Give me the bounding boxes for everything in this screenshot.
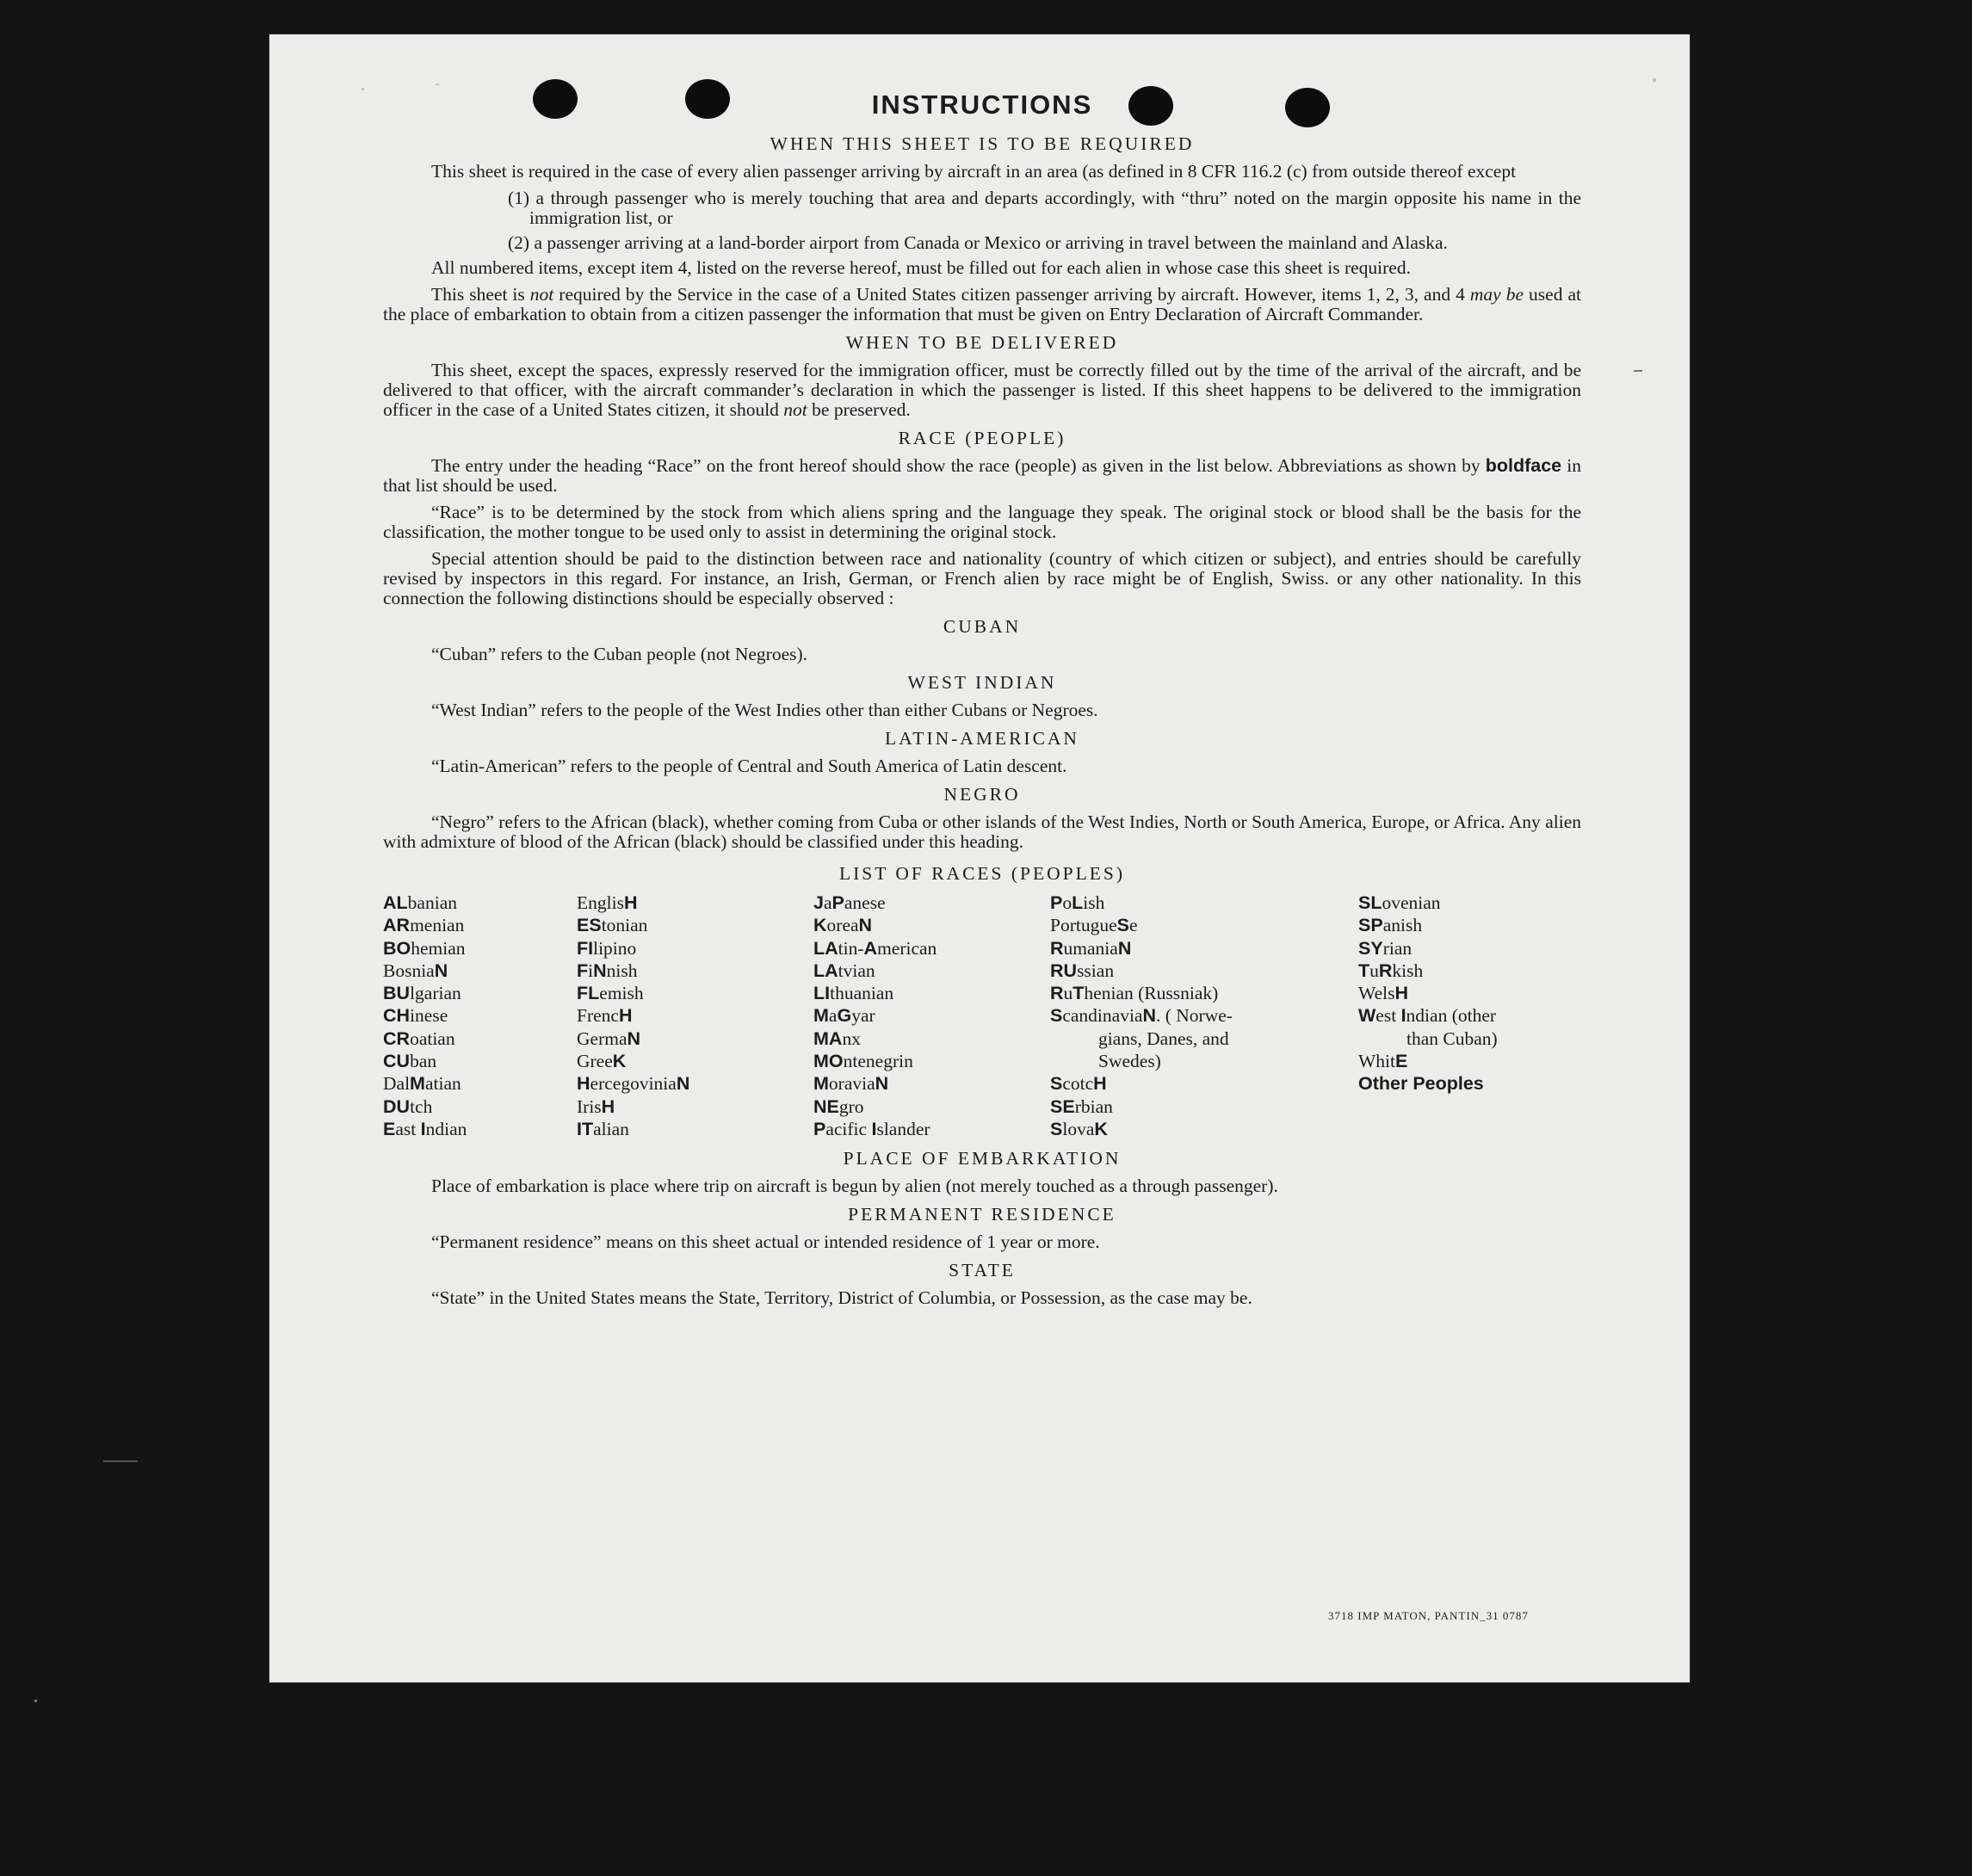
race-text: nish <box>606 960 638 981</box>
race-text: hemian <box>411 937 466 959</box>
race-text: anese <box>844 892 886 913</box>
race-entry <box>813 892 1050 914</box>
race-entry <box>813 1050 1050 1072</box>
race-abbrev: K <box>1094 1118 1108 1139</box>
section-heading-cuban: CUBAN <box>943 616 1022 637</box>
race-text: Englis <box>577 892 624 913</box>
paragraph: “Permanent residence” means on this sheet actual or intended residence of 1 year or more. <box>431 1231 1100 1253</box>
race-abbrev: IT <box>577 1118 594 1139</box>
race-abbrev: T <box>1358 960 1370 981</box>
race-entry <box>1358 1050 1581 1072</box>
race-abbrev: DU <box>383 1095 411 1117</box>
race-abbrev: RU <box>1050 960 1078 981</box>
paragraph: “Negro” refers to the African (black), whether coming from Cuba or other islands of the West Indies, North or South America, Europe, or Africa. Any alien with admixture of blood of the African (black) should be classified under this heading. <box>383 811 1581 852</box>
race-text: umania <box>1063 937 1118 959</box>
race-text: ovenian <box>1382 892 1441 913</box>
race-abbrev: S <box>1116 915 1129 936</box>
race-entry <box>813 1118 1050 1140</box>
section-heading-required: WHEN THIS SHEET IS TO BE REQUIRED <box>770 133 1195 154</box>
race-abbrev: H <box>601 1095 615 1117</box>
exception-item-2: (2) a passenger arriving at a land-border airport from Canada or Mexico or arriving in travel between the mainland and Alaska. <box>508 232 1448 253</box>
race-text: u <box>1063 983 1073 1004</box>
race-text: anish <box>1382 915 1423 936</box>
race-text: henian (Russniak) <box>1084 983 1219 1004</box>
race-text: est <box>1375 1005 1401 1027</box>
race-text: cotc <box>1062 1073 1094 1095</box>
race-entry <box>813 1004 1050 1027</box>
race-text: Frenc <box>577 1005 619 1027</box>
race-abbrev: L <box>1072 892 1084 913</box>
race-text: tonian <box>601 915 648 936</box>
scan-speck <box>103 1460 138 1462</box>
race-abbrev: I <box>420 1118 426 1139</box>
race-entry <box>383 1050 577 1072</box>
race-text: . ( Norwe- <box>1156 1005 1233 1027</box>
race-abbrev: P <box>1050 892 1063 913</box>
race-text: candinavia <box>1062 1005 1143 1027</box>
race-entry <box>383 1095 577 1118</box>
race-abbrev: H <box>1093 1073 1107 1095</box>
race-text: Swedes) <box>1098 1051 1161 1072</box>
race-text: ban <box>410 1051 437 1072</box>
boldface-word: boldface <box>1485 455 1562 476</box>
race-text: Wels <box>1358 983 1395 1004</box>
race-column <box>577 892 813 1140</box>
section-heading-state: STATE <box>949 1260 1016 1281</box>
race-entry <box>577 982 813 1004</box>
race-text: Gree <box>577 1051 613 1072</box>
race-abbrev: LA <box>813 937 838 959</box>
race-entry <box>813 960 1050 982</box>
race-entry <box>1358 982 1581 1004</box>
race-abbrev: N <box>593 960 607 981</box>
race-entry <box>813 1072 1050 1095</box>
race-abbrev: N <box>434 960 448 981</box>
race-abbrev: N <box>858 915 873 936</box>
race-text: nx <box>842 1027 861 1049</box>
race-text: tin- <box>838 937 864 959</box>
section-heading-race: RACE (PEOPLE) <box>898 428 1066 448</box>
race-abbrev: T <box>1073 983 1085 1004</box>
race-abbrev: AL <box>383 892 408 913</box>
race-text: than Cuban) <box>1406 1027 1498 1049</box>
instruction-sheet <box>269 34 1690 1682</box>
race-abbrev: N <box>1142 1005 1156 1027</box>
paragraph: Place of embarkation is place where trip on aircraft is begun by alien (not merely touched as a through passenger). <box>431 1176 1278 1197</box>
race-abbrev: CR <box>383 1027 411 1049</box>
race-entry <box>577 1095 813 1118</box>
race-abbrev: R <box>1050 937 1064 959</box>
race-abbrev: N <box>1117 937 1132 959</box>
race-entry <box>383 914 577 936</box>
race-abbrev: BU <box>383 983 411 1004</box>
race-text: acific <box>825 1118 872 1139</box>
race-abbrev: SL <box>1358 892 1382 913</box>
race-text: i <box>588 960 594 981</box>
race-abbrev: FL <box>577 983 600 1004</box>
race-entry <box>1050 1118 1358 1140</box>
race-text: tch <box>410 1095 433 1117</box>
race-abbrev: NE <box>813 1095 839 1117</box>
race-text: Whit <box>1358 1051 1395 1072</box>
race-abbrev: G <box>837 1005 852 1027</box>
race-abbrev: J <box>813 892 824 913</box>
race-column <box>1050 892 1358 1140</box>
race-entry <box>383 1072 577 1095</box>
race-column <box>813 892 1050 1140</box>
paragraph: “Cuban” refers to the Cuban people (not Negroes). <box>431 644 808 664</box>
race-abbrev: M <box>410 1073 425 1095</box>
race-text: alian <box>593 1118 629 1139</box>
race-text: Dal <box>383 1073 411 1095</box>
race-entry <box>577 1118 813 1140</box>
paragraph: All numbered items, except item 4, listed on the reverse hereof, must be filled out for each alien in whose case this sheet is required. <box>431 257 1411 278</box>
race-text: oravia <box>828 1073 875 1095</box>
race-entry <box>1358 1072 1581 1095</box>
race-abbrev: N <box>875 1073 889 1095</box>
race-entry <box>1050 1004 1358 1072</box>
race-abbrev: BO <box>383 937 411 959</box>
section-heading-negro: NEGRO <box>943 784 1021 805</box>
race-text: banian <box>407 892 457 913</box>
race-text: Portugue <box>1050 915 1117 936</box>
race-text: oatian <box>410 1027 455 1049</box>
paragraph: This sheet, except the spaces, expressly reserved for the immigration officer, must be correctly filled out by the time of the arrival of the aircraft, and be delivered to that officer, with the aircraft commander’s declaration in which the passenger is listed. If this sheet happens to be delivered to the immigration officer in the case of a United States citizen, it should not be preserved. <box>383 360 1581 420</box>
race-abbrev: ES <box>577 915 602 936</box>
race-entry <box>1050 1095 1358 1118</box>
race-entry <box>383 982 577 1004</box>
race-entry <box>1358 892 1581 914</box>
race-text: emish <box>599 983 644 1004</box>
race-text: atian <box>424 1073 461 1095</box>
paragraph: “Race” is to be determined by the stock from which aliens spring and the language they speak. The original stock or blood shall be the basis for the classification, the mother tongue to be used only to assist in determining the original stock. <box>383 502 1581 542</box>
paragraph: “West Indian” refers to the people of the West Indies other than either Cubans or Negroes. <box>431 700 1098 720</box>
race-entry <box>813 914 1050 936</box>
race-abbrev: Other Peoples <box>1358 1073 1484 1095</box>
race-abbrev: H <box>1394 983 1408 1004</box>
race-entry <box>383 937 577 960</box>
race-abbrev: CH <box>383 1005 411 1027</box>
race-entry <box>813 1095 1050 1118</box>
race-text: rian <box>1382 937 1413 959</box>
race-entry <box>577 914 813 936</box>
race-abbrev: I <box>1400 1005 1406 1027</box>
race-abbrev: A <box>863 937 878 959</box>
section-heading-embarkation: PLACE OF EMBARKATION <box>843 1148 1122 1169</box>
race-entry <box>577 1027 813 1050</box>
race-text: lgarian <box>410 983 461 1004</box>
race-column <box>383 892 577 1140</box>
scan-speck <box>436 83 439 85</box>
race-entry <box>1050 914 1358 936</box>
exception-item-1: (1) a through passenger who is merely touching that area and departs accordingly, with “thru” noted on the margin opposite his name in the immigration list, or <box>508 188 1581 228</box>
race-abbrev: H <box>623 892 638 913</box>
race-abbrev: F <box>577 960 589 981</box>
race-text: ercegovinia <box>590 1073 677 1095</box>
race-entry <box>813 1027 1050 1050</box>
race-entry <box>813 982 1050 1004</box>
section-heading-west-indian: WEST INDIAN <box>907 672 1057 693</box>
race-text: Bosnia <box>383 960 435 981</box>
section-heading-list-of-races: LIST OF RACES (PEOPLES) <box>838 863 1126 884</box>
race-text: ndian (other <box>1406 1005 1497 1027</box>
race-text: lipino <box>593 937 637 959</box>
scan-speck <box>34 1700 37 1702</box>
race-column <box>1358 892 1581 1140</box>
race-text: a <box>828 1005 838 1027</box>
race-abbrev: S <box>1050 1073 1063 1095</box>
section-heading-latin-american: LATIN-AMERICAN <box>885 728 1079 749</box>
emphasis: may be <box>1469 284 1524 305</box>
race-text: ish <box>1083 892 1105 913</box>
race-abbrev: M <box>813 1005 829 1027</box>
race-abbrev: R <box>1050 983 1064 1004</box>
race-text: thuanian <box>830 983 894 1004</box>
race-entry <box>383 1004 577 1027</box>
race-abbrev: H <box>577 1073 590 1095</box>
race-abbrev: N <box>676 1073 690 1095</box>
race-entry <box>1050 982 1358 1004</box>
printer-imprint: 3718 IMP MATON, PANTIN_31 0787 <box>1328 1609 1529 1622</box>
paragraph: “State” in the United States means the State, Territory, District of Columbia, or Possession, as the case may be. <box>431 1287 1252 1309</box>
race-abbrev: CU <box>383 1051 411 1072</box>
race-abbrev: S <box>1050 1005 1063 1027</box>
race-abbrev: R <box>1378 960 1393 981</box>
race-abbrev: SP <box>1358 915 1383 936</box>
race-text: merican <box>877 937 937 959</box>
race-entry <box>813 937 1050 960</box>
race-entry <box>1050 960 1358 982</box>
race-text: lova <box>1062 1118 1095 1139</box>
race-abbrev: K <box>813 915 827 936</box>
race-entry <box>1050 937 1358 960</box>
race-text: o <box>1062 892 1073 913</box>
race-entry <box>1050 1072 1358 1095</box>
race-abbrev: AR <box>383 915 411 936</box>
race-entry <box>383 892 577 914</box>
race-text: inese <box>410 1005 448 1027</box>
race-abbrev: P <box>831 892 844 913</box>
race-abbrev: N <box>627 1027 641 1049</box>
race-entry <box>1358 914 1581 936</box>
paragraph: The entry under the heading “Race” on the front hereof should show the race (people) as given in the list below. Abbreviations as shown by boldface in that list should be used. <box>383 455 1581 496</box>
race-entry <box>577 1072 813 1095</box>
race-entry <box>577 937 813 960</box>
race-entry <box>577 892 813 914</box>
document-body <box>383 88 1581 1315</box>
race-entry <box>577 960 813 982</box>
paragraph: This sheet is not required by the Service in the case of a United States citizen passenger arriving by aircraft. However, items 1, 2, 3, and 4 may be used at the place of embarkation to obtain from a citizen passenger the information that must be given on Entry Declaration of Aircraft Commander. <box>383 284 1581 324</box>
race-text: ssian <box>1077 960 1115 981</box>
race-entry <box>1050 892 1358 914</box>
race-text: a <box>823 892 832 913</box>
race-text: ndian <box>425 1118 467 1139</box>
race-abbrev: P <box>813 1118 826 1139</box>
race-text: menian <box>410 915 465 936</box>
race-entry <box>383 1118 577 1140</box>
race-entry <box>1358 937 1581 960</box>
race-list <box>383 892 1581 1140</box>
race-abbrev: FI <box>577 937 594 959</box>
race-text: yar <box>851 1005 875 1027</box>
race-abbrev: I <box>871 1118 877 1139</box>
race-text: e <box>1128 915 1138 936</box>
race-abbrev: LI <box>813 983 831 1004</box>
race-abbrev: E <box>383 1118 396 1139</box>
race-abbrev: MO <box>813 1051 844 1072</box>
race-text: kish <box>1392 960 1424 981</box>
race-entry <box>577 1004 813 1027</box>
race-text: Iris <box>577 1095 602 1117</box>
race-text: ast <box>395 1118 421 1139</box>
race-abbrev: SE <box>1050 1095 1075 1117</box>
race-abbrev: E <box>1395 1051 1408 1072</box>
race-abbrev: M <box>813 1073 829 1095</box>
race-text: rbian <box>1074 1095 1113 1117</box>
race-entry <box>577 1050 813 1072</box>
race-entry <box>383 960 577 982</box>
race-abbrev: H <box>618 1005 633 1027</box>
emphasis: not <box>529 284 554 305</box>
race-entry <box>1358 960 1581 982</box>
race-text: ntenegrin <box>843 1051 913 1072</box>
race-abbrev: K <box>612 1051 627 1072</box>
scan-speck <box>362 88 364 90</box>
race-text: gians, Danes, and <box>1098 1027 1229 1049</box>
race-text: gro <box>838 1095 864 1117</box>
race-text: tvian <box>838 960 875 981</box>
race-entry <box>1358 1004 1581 1050</box>
emphasis: not <box>783 399 807 420</box>
race-text: orea <box>826 915 859 936</box>
race-abbrev: MA <box>813 1027 843 1049</box>
race-abbrev: LA <box>813 960 838 981</box>
race-abbrev: SY <box>1358 937 1383 959</box>
race-text: Germa <box>577 1027 627 1049</box>
paragraph: “Latin-American” refers to the people of Central and South America of Latin descent. <box>431 756 1067 776</box>
scan-speck <box>1634 370 1642 372</box>
section-heading-residence: PERMANENT RESIDENCE <box>848 1204 1116 1225</box>
race-text: slander <box>876 1118 930 1139</box>
paragraph: Special attention should be paid to the distinction between race and nationality (country of which citizen or subject), and entries should be carefully revised by inspectors in this regard. For instance, an Irish, German, or French alien by race might be of English, Swiss. or any other nationality. In this connection the following distinctions should be especially observed : <box>383 548 1581 608</box>
paragraph: This sheet is required in the case of every alien passenger arriving by aircraft in an area (as defined in 8 CFR 116.2 (c) from outside thereof except <box>431 161 1517 182</box>
section-heading-delivered: WHEN TO BE DELIVERED <box>845 332 1119 353</box>
page-title: INSTRUCTIONS <box>871 89 1093 120</box>
scan-speck <box>1653 78 1656 82</box>
race-entry <box>383 1027 577 1050</box>
race-abbrev: W <box>1358 1005 1376 1027</box>
race-abbrev: S <box>1050 1118 1063 1139</box>
race-text: u <box>1369 960 1379 981</box>
